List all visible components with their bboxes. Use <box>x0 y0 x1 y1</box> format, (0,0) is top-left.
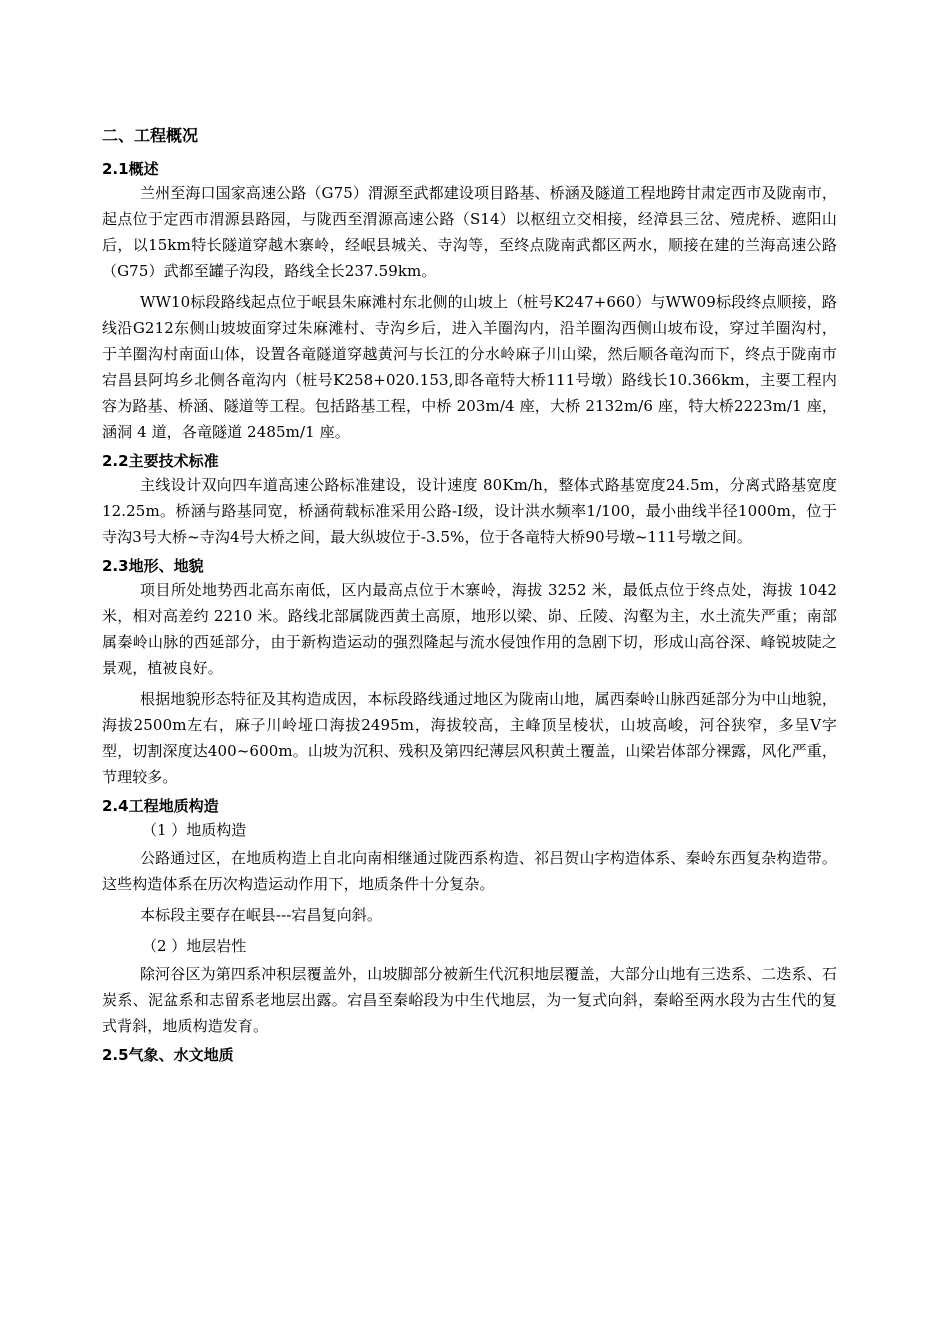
heading-2-5: 2.5气象、水文地质 <box>102 1046 234 1064</box>
paragraph-standards: 主线设计双向四车道高速公路标准建设，设计速度 80Km/h，整体式路基宽度24.5m，分离式路基宽度12.25m。桥涵与路基同宽，桥涵荷载标准采用公路-I级，设计洪水频率1/100，最小曲线半径1000m，位于寺沟3号大桥~寺沟4号大桥之间，最大纵坡位于-3.5%，位于各竜特大桥90号墩~111号墩之间。 <box>102 476 837 546</box>
paragraph-geology-2: 本标段主要存在岷县---宕昌复向斜。 <box>140 906 383 924</box>
subitem-stratigraphy: （2 ）地层岩性 <box>142 937 247 955</box>
heading-2-4: 2.4工程地质构造 <box>102 797 219 815</box>
paragraph-overview-2: WW10标段路线起点位于岷县朱麻滩村东北侧的山坡上（桩号K247+660）与WW09标段终点顺接，路线沿G212东侧山坡坡面穿过朱麻滩村、寺沟乡后，进入羊圈沟内，沿羊圈沟西侧山坡布设，穿过羊圈沟村，于羊圈沟村南面山体，设置各竜隧道穿越黄河与长江的分水岭麻子川山梁，然后顺各竜沟而下，终点于陇南市宕昌县阿坞乡北侧各竜沟内（桩号K258+020.153,即各竜特大桥111号墩）路线长10.366km，主要工程内容为路基、桥涵、隧道等工程。包括路基工程，中桥 203m/4 座，大桥 2132m/6 座，特大桥2223m/1 座，涵洞 4 道，各竜隧道 2485m/1 座。 <box>102 293 837 441</box>
heading-2-1: 2.1概述 <box>102 160 159 178</box>
section-title: 二、工程概况 <box>102 126 199 145</box>
heading-2-3: 2.3地形、地貌 <box>102 557 204 575</box>
document-body <box>102 124 837 1066</box>
paragraph-terrain-1: 项目所处地势西北高东南低，区内最高点位于木寨岭，海拔 3252 米，最低点位于终点处，海拔 1042 米，相对高差约 2210 米。路线北部属陇西黄土高原，地形以梁、峁、丘陵、沟壑为主，水土流失严重；南部属秦岭山脉的西延部分，由于新构造运动的强烈隆起与流水侵蚀作用的急剧下切，形成山高谷深、峰锐坡陡之景观，植被良好。 <box>102 581 837 677</box>
subitem-geologic-structure: （1 ）地质构造 <box>142 821 247 839</box>
paragraph-terrain-2: 根据地貌形态特征及其构造成因，本标段路线通过地区为陇南山地，属西秦岭山脉西延部分为中山地貌，海拔2500m左右，麻子川岭垭口海拔2495m，海拔较高，主峰顶呈棱状，山坡高峻，河谷狭窄，多呈V字型，切割深度达400~600m。山坡为沉积、残积及第四纪薄层风积黄土覆盖，山梁岩体部分裸露，风化严重，节理较多。 <box>102 690 837 786</box>
paragraph-geology-1: 公路通过区，在地质构造上自北向南相继通过陇西系构造、祁吕贺山字构造体系、秦岭东西复杂构造带。这些构造体系在历次构造运动作用下，地质条件十分复杂。 <box>102 849 837 893</box>
paragraph-overview-1: 兰州至海口国家高速公路（G75）渭源至武都建设项目路基、桥涵及隧道工程地跨甘肃定西市及陇南市，起点位于定西市渭源县路园，与陇西至渭源高速公路（S14）以枢纽立交相接，经漳县三岔、殪虎桥、遮阳山后，以15km特长隧道穿越木寨岭，经岷县城关、寺沟等，至终点陇南武都区两水，顺接在建的兰海高速公路（G75）武都至罐子沟段，路线全长237.59km。 <box>102 184 837 280</box>
heading-2-2: 2.2主要技术标准 <box>102 452 219 470</box>
paragraph-geology-3: 除河谷区为第四系冲积层覆盖外，山坡脚部分被新生代沉积地层覆盖，大部分山地有三迭系、二迭系、石炭系、泥盆系和志留系老地层出露。宕昌至秦峪段为中生代地层，为一复式向斜，秦峪至两水段为古生代的复式背斜，地质构造发育。 <box>102 965 837 1035</box>
